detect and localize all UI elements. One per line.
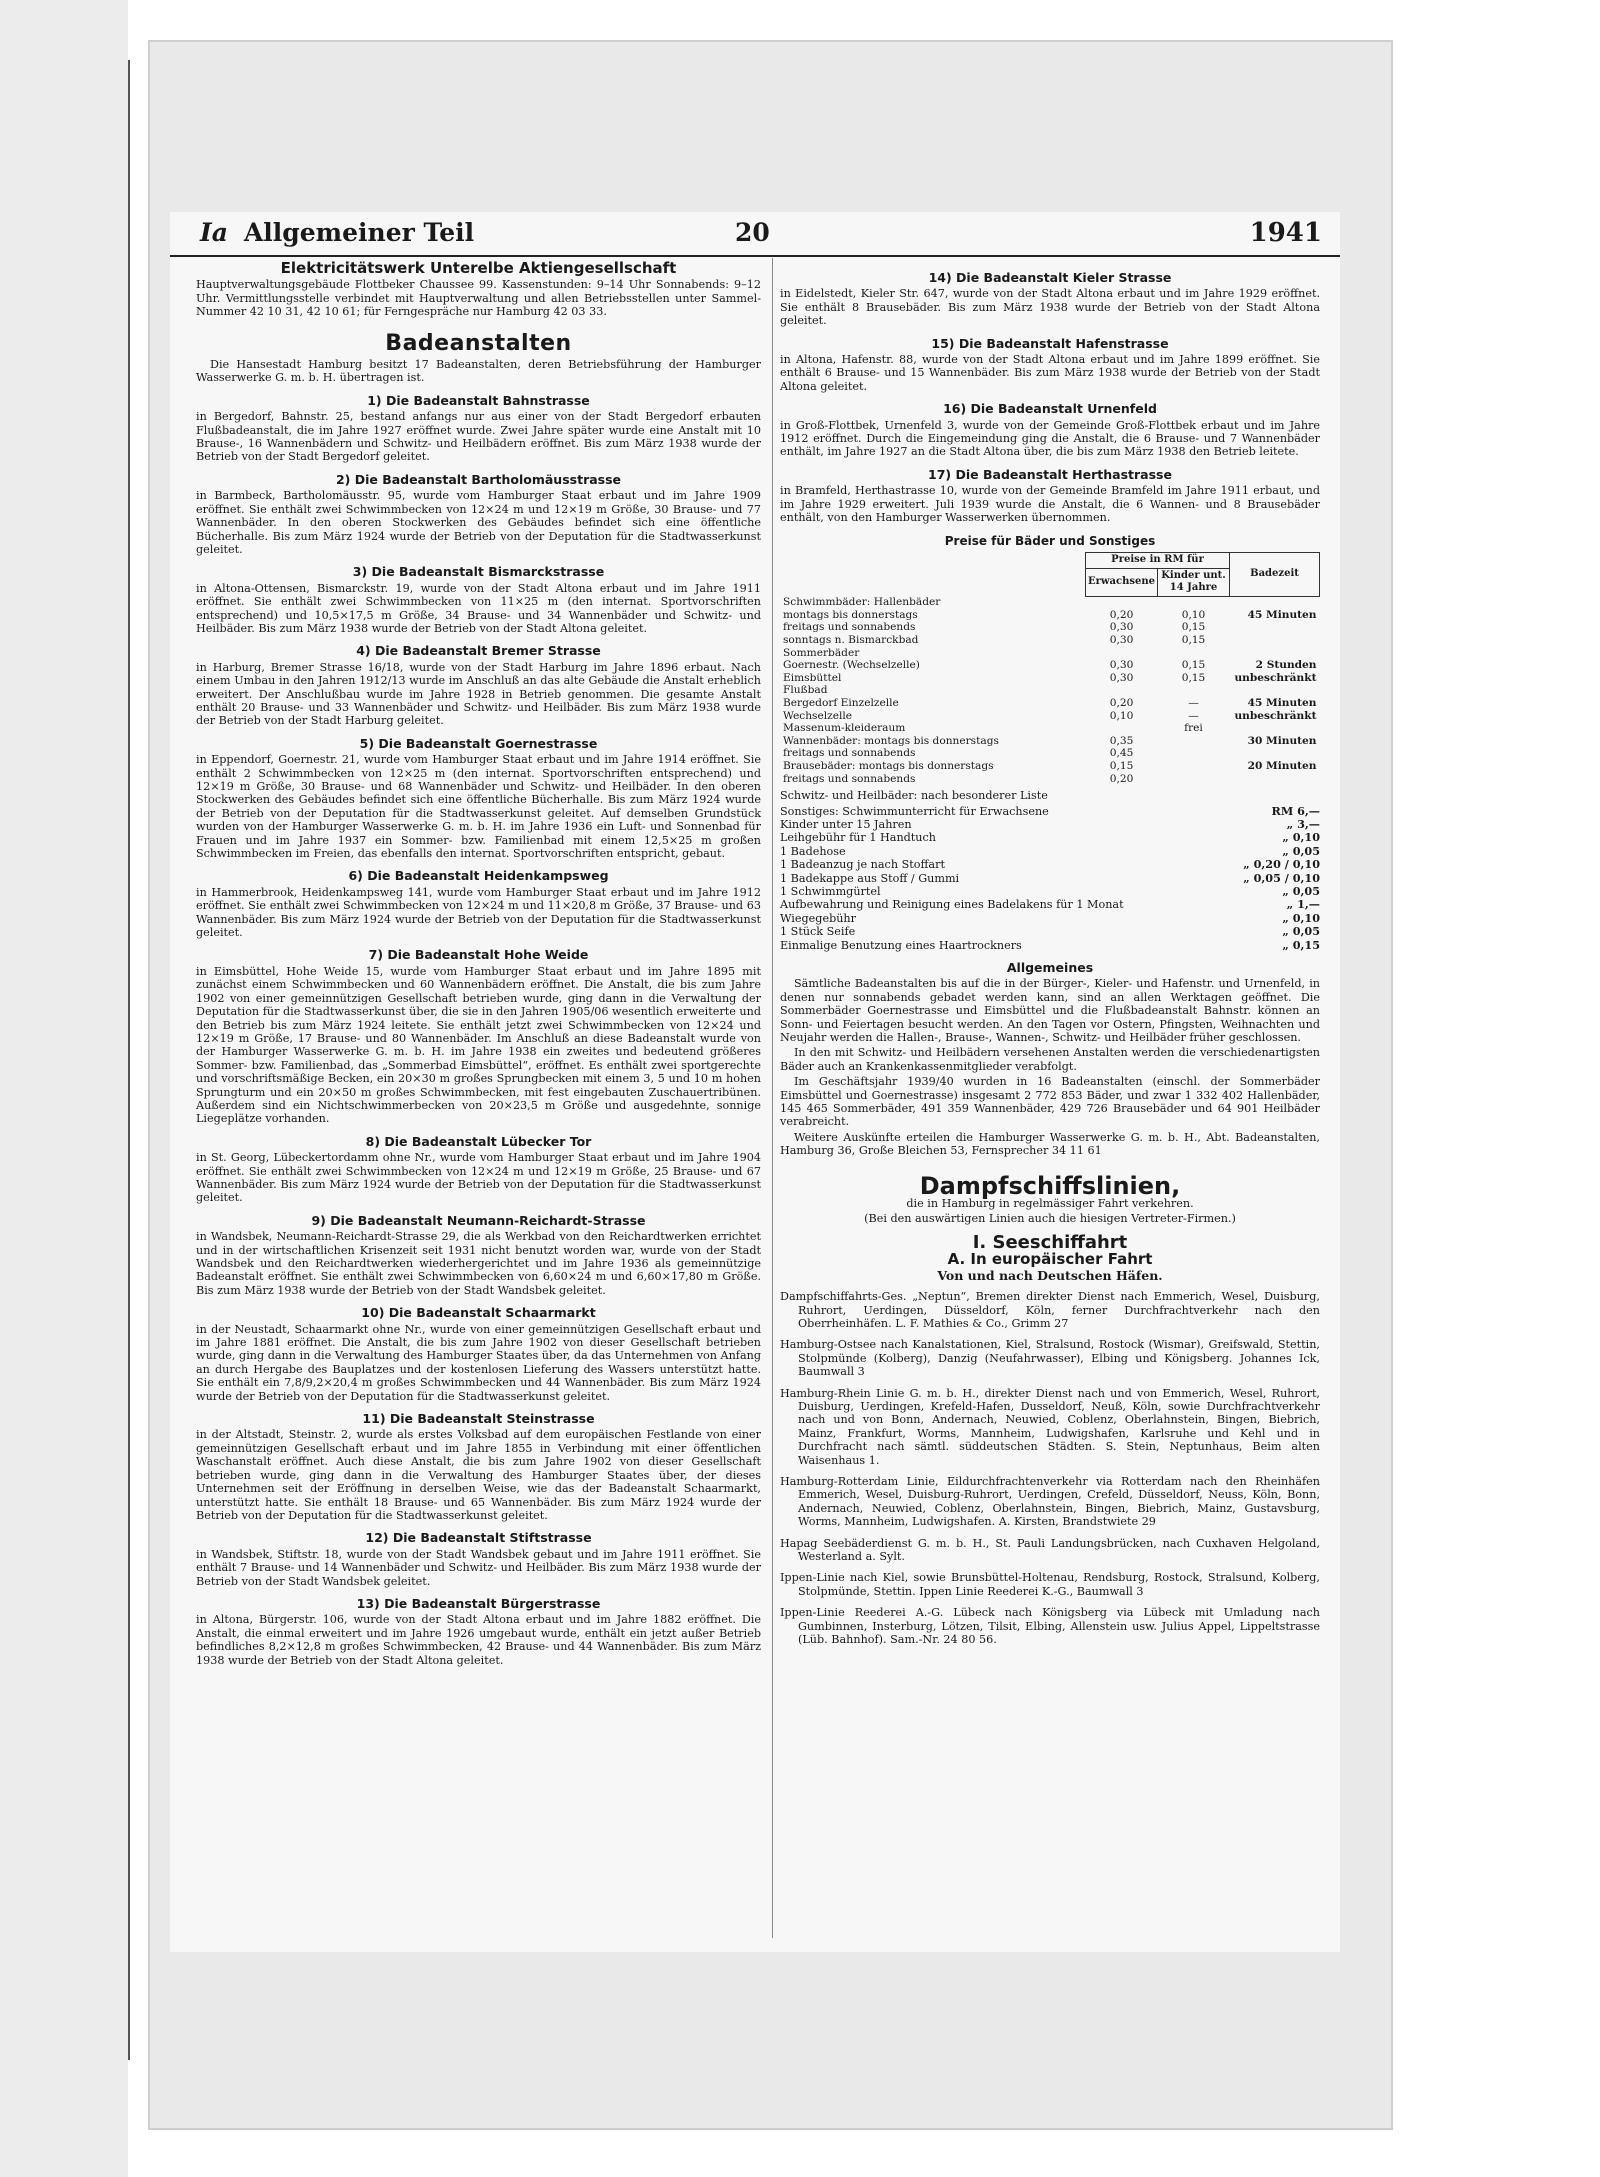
misc-row <box>780 845 1320 858</box>
bath-text: in Eidelstedt, Kieler Str. 647, wurde von der Stadt Altona erbaut und im Jahre 1929 eröffnet. Sie enthält 8 Brausebäder. Bis zum März 1938 wurde der Betrieb von der Stadt Altona geleitet. <box>780 287 1320 328</box>
bath-text: in der Neustadt, Schaarmarkt ohne Nr., wurde von einer gemeinnützigen Gesellschaft erbaut und im Jahre 1881 eröffnet. Die Anstalt, die bis zum Jahre 1902 von dieser Gesellschaft betrieben wurde, ging dann in die Verwaltung des Hamburger Staates über, da das Unternehmen von Anfang an durch Hergabe des Bauplatzes und der kostenlosen Lieferung des Wassers unterstützt hatte. Sie enthält ein 7,8/9,2×20,4 m großes Schwimmbecken und 44 Wannenbäder. Bis zum März 1924 wurde der Betrieb von der Deputation für die Stadtwasserkunst geleitet. <box>196 1322 761 1403</box>
bath-heading: 1) Die Badeanstalt Bahnstrasse <box>367 392 590 408</box>
price-child <box>1158 773 1230 786</box>
price-child <box>1158 684 1230 697</box>
price-row <box>780 659 1320 672</box>
section-mark: Ia <box>200 218 228 247</box>
misc-label: 1 Schwimmgürtel <box>780 884 881 898</box>
misc-row <box>780 925 1320 938</box>
misc-row <box>780 831 1320 844</box>
elektricitaet-title: Elektricitätswerk Unterelbe Aktiengesellschaft <box>280 259 677 277</box>
bath-text: in Harburg, Bremer Strasse 16/18, wurde von der Stadt Harburg im Jahre 1896 erbaut. Nach einem Umbau in den Jahren 1912/13 wurde im Anschluß an das alte Gebäude die Anstalt erheblich erweitert. Der Anschlußbau wurde im Jahre 1928 in Betrieb genommen. Die gesamte Anstalt enthält 20 Brause- und 33 Wannenbäder und Schwitz- und Heilbäder. Bis zum März 1938 wurde der Betrieb von der Stadt Harburg geleitet. <box>196 660 761 728</box>
misc-label: Leihgebühr für 1 Handtuch <box>780 831 936 845</box>
page-number: 20 <box>735 218 770 247</box>
bath-heading: 9) Die Badeanstalt Neumann-Reichardt-Strasse <box>311 1212 646 1228</box>
shipping-line-entry: Ippen-Linie nach Kiel, sowie Brunsbüttel-Holtenau, Rendsburg, Rostock, Stralsund, Kolberg, Stolpmünde, Stettin. Ippen Linie Reederei K.-G., Baumwall 3 <box>780 1571 1320 1598</box>
price-time: 2 Stunden <box>1255 659 1317 672</box>
price-row <box>780 609 1320 622</box>
price-child <box>1158 760 1230 773</box>
price-time <box>1230 621 1320 634</box>
misc-row <box>780 885 1320 898</box>
prices-misc-intro: Schwitz- und Heilbäder: nach besonderer Liste <box>780 789 1048 803</box>
price-row <box>780 747 1320 760</box>
right-column <box>780 262 1320 1654</box>
dampf-sub1: die in Hamburg in regelmässiger Fahrt verkehren. <box>906 1197 1194 1211</box>
misc-value: „ 0,05 <box>1282 924 1320 939</box>
prices-title: Preise für Bäder und Sonstiges <box>944 533 1156 548</box>
price-adult: 0,20 <box>1109 608 1134 621</box>
running-head <box>170 214 1340 248</box>
prices-col-children: Kinder unt. 14 Jahre <box>1158 568 1230 596</box>
bath-heading: 7) Die Badeanstalt Hohe Weide <box>368 947 589 963</box>
binder-background <box>0 0 128 2177</box>
shipping-line-entry: Ippen-Linie Reederei A.-G. Lübeck nach Königsberg via Lübeck mit Umladung nach Gumbinnen, Insterburg, Lötzen, Tilsit, Elbing, Allenstein usw. Julius Appel, Lippeltstrasse (Lüb. Bahnhof). Sam.-Nr. 24 80 56. <box>780 1606 1320 1647</box>
misc-value: „ 1,— <box>1286 897 1320 912</box>
price-row <box>780 697 1320 710</box>
price-label: Goernestr. (Wechselzelle) <box>783 659 920 672</box>
price-label: Bergedorf Einzelzelle <box>783 696 899 709</box>
misc-value: „ 0,05 <box>1282 843 1320 858</box>
price-time <box>1230 596 1320 609</box>
bath-heading: 14) Die Badeanstalt Kieler Strasse <box>928 270 1172 285</box>
misc-row <box>780 939 1320 952</box>
price-adult: 0,30 <box>1109 633 1134 646</box>
bath-heading: 2) Die Badeanstalt Bartholomäusstrasse <box>335 471 622 487</box>
bath-text: in Altona, Bürgerstr. 106, wurde von der Stadt Altona erbaut und im Jahre 1882 eröffnet. Die Anstalt, die einmal erweitert und im Jahre 1926 umgebaut wurde, enthält ein jetzt außer Betrieb befindliches 8,2×12,8 m großes Schwimmbecken, 42 Brause- und 44 Wannenbäder. Bis zum März 1938 wurde der Betrieb von der Stadt Altona geleitet. <box>196 1613 761 1667</box>
misc-row <box>780 898 1320 911</box>
misc-value: „ 3,— <box>1286 816 1320 831</box>
bath-heading: 16) Die Badeanstalt Urnenfeld <box>943 401 1157 417</box>
price-time <box>1230 684 1320 697</box>
price-adult: 0,20 <box>1109 772 1134 785</box>
bath-heading: 3) Die Badeanstalt Bismarckstrasse <box>352 564 605 580</box>
badeanstalten-list-continued <box>780 271 1320 525</box>
bath-heading: 11) Die Badeanstalt Steinstrasse <box>362 1411 595 1427</box>
price-row <box>780 710 1320 723</box>
misc-label: 1 Badeanzug je nach Stoffart <box>780 858 945 872</box>
allgemeines-text <box>780 977 1320 1157</box>
price-adult: 0,30 <box>1109 671 1134 684</box>
elektricitaet-text: Hauptverwaltungsgebäude Flottbeker Chaussee 99. Kassenstunden: 9–14 Uhr Sonnabends: 9–12 Uhr. Vermittlungsstelle verbindet mit Hauptverwaltung und allen Betriebsstellen unter Sammel-Nummer 42 10 31, 42 10 61; für Ferngespräche nur Hamburg 42 03 33. <box>196 278 761 319</box>
badeanstalten-intro: Die Hansestadt Hamburg besitzt 17 Badeanstalten, deren Betriebsführung der Hamburger Wasserwerke G. m. b. H. übertragen ist. <box>196 358 761 385</box>
bath-text: in der Altstadt, Steinstr. 2, wurde als erstes Volksbad auf dem europäischen Festlande von einer gemeinnützigen Gesellschaft erbaut und im Jahre 1855 in Verbindung mit einer öffentlichen Waschanstalt eröffnet. Auch diese Anstalt, die bis zum Jahre 1902 von dieser Gesellschaft betrieben wurde, ging dann in die Verwaltung des Hamburger Staates über, der dieses Unternehmen seit der Eröffnung in derselben Weise, wie das der Badeanstalt Schaarmarkt, unterstützt hatte. Sie enthält 18 Brause- und 65 Wannenbäder. Bis zum März 1924 wurde der Betrieb von der Deputation für die Stadtwasserkunst geleitet. <box>196 1428 761 1522</box>
price-time <box>1230 647 1320 660</box>
price-row <box>780 684 1320 697</box>
misc-label: 1 Badekappe aus Stoff / Gummi <box>780 871 960 885</box>
price-adult: 0,35 <box>1109 734 1134 747</box>
price-time <box>1230 634 1320 647</box>
price-label: montags bis donnerstags <box>783 608 918 621</box>
misc-row <box>780 805 1320 818</box>
misc-value: „ 0,15 <box>1282 937 1320 952</box>
dampf-subsub: Von und nach Deutschen Häfen. <box>937 1267 1163 1283</box>
bath-text: in Wandsbek, Neumann-Reichardt-Strasse 29, die als Werkbad von den Reichardtwerken errichtet und in der wirtschaftlichen Krisenzeit seit 1931 nicht benutzt worden war, wurde von der Stadt Wandsbek und den Reichardtwerken wiederhergerichtet und im Jahre 1936 als gemeinnützige Badeanstalt eröffnet. Sie enthält zwei Schwimmbecken von 6,60×24 m und 6,60×17,80 m Größe. Bis zum März 1938 wurde der Betrieb von der Stadt Wandsbek geleitet. <box>196 1230 761 1297</box>
price-row <box>780 735 1320 748</box>
bath-heading: 15) Die Badeanstalt Hafenstrasse <box>931 335 1169 351</box>
price-child: 0,15 <box>1181 659 1206 672</box>
misc-row <box>780 912 1320 925</box>
price-child: — <box>1188 709 1199 722</box>
allgemeines-paragraph: Im Geschäftsjahr 1939/40 wurden in 16 Badeanstalten (einschl. der Sommerbäder Eimsbüttel und Goernestrasse) insgesamt 2 772 853 Bäder, und zwar 1 332 402 Hallenbäder, 145 465 Sommerbäder, 491 359 Wannenbäder, 429 726 Brausebäder und 64 901 Heilbäder verabreicht. <box>780 1075 1320 1129</box>
dampf-subsection: A. In europäischer Fahrt <box>947 1250 1153 1269</box>
misc-value: „ 0,05 / 0,10 <box>1243 870 1320 885</box>
price-row <box>780 672 1320 685</box>
shipping-line-entry: Hapag Seebäderdienst G. m. b. H., St. Pauli Landungsbrücken, nach Cuxhaven Helgoland, Westerland a. Sylt. <box>780 1536 1320 1563</box>
year: 1941 <box>1249 218 1322 248</box>
price-row <box>780 647 1320 660</box>
misc-label: Einmalige Benutzung eines Haartrockners <box>780 938 1022 952</box>
prices-col-group: Preise in RM für <box>1086 552 1230 568</box>
misc-row <box>780 858 1320 871</box>
price-row <box>780 760 1320 773</box>
bath-heading: 5) Die Badeanstalt Goernestrasse <box>359 735 598 751</box>
price-time: 30 Minuten <box>1247 734 1317 747</box>
price-adult <box>1086 684 1158 697</box>
bath-text: in Barmbeck, Bartholomäusstr. 95, wurde vom Hamburger Staat erbaut und im Jahre 1909 eröffnet. Sie enthält zwei Schwimmbecken von 12×24 m und 12×19 m Größe, 30 Brause- und 77 Wannenbäder. In den oberen Stockwerken des Gebäudes befindet sich eine öffentliche Bücherhalle. Bis zum März 1924 wurde der Betrieb von der Deputation für die Stadtwasserkunst geleitet. <box>196 489 761 556</box>
misc-label: Sonstiges: Schwimmunterricht für Erwachsene <box>780 804 1049 818</box>
bath-heading: 13) Die Badeanstalt Bürgerstrasse <box>356 1595 601 1611</box>
bath-text: in Bergedorf, Bahnstr. 25, bestand anfangs nur aus einer von der Stadt Bergedorf erbauten Flußbadeanstalt, die im Jahre 1927 eröffnet wurde. Zwei Jahre später wurde eine Anstalt mit 10 Brause-, 16 Wannenbädern und Schwitz- und Heilbädern eröffnet. Bis zum März 1938 wurde der Betrieb von der Stadt Bergedorf geleitet. <box>196 410 761 464</box>
section-title: Allgemeiner Teil <box>243 218 475 247</box>
prices-misc <box>780 805 1320 952</box>
bath-text: in Bramfeld, Herthastrasse 10, wurde von der Gemeinde Bramfeld im Jahre 1911 erbaut, und im Jahre 1929 erweitert. Juli 1939 wurde die Anstalt, die 6 Wannen- und 8 Brausebäder enthält, von den Hamburger Wasserwerken übernommen. <box>780 484 1320 525</box>
misc-value: RM 6,— <box>1271 803 1320 818</box>
price-child <box>1158 735 1230 748</box>
bath-text: in Altona-Ottensen, Bismarckstr. 19, wurde von der Stadt Altona erbaut und im Jahre 1911 eröffnet. Sie enthält zwei Schwimmbecken von 11×25 m (den internat. Sportvorschriften entsprechend) und 10,5×17,5 m Größe, 34 Brause- und 34 Wannenbäder und Schwitz- und Heilbäder. Bis zum März 1938 wurde der Betrieb von der Stadt Altona geleitet. <box>196 581 761 635</box>
bath-text: in Altona, Hafenstr. 88, wurde von der Stadt Altona erbaut und im Jahre 1899 eröffnet. Sie enthält 6 Brause- und 15 Wannenbäder. Bis zum März 1938 wurde der Betrieb von der Stadt Altona geleitet. <box>780 353 1320 393</box>
price-child: 0,10 <box>1181 608 1206 621</box>
dampf-sub2: (Bei den auswärtigen Linien auch die hiesigen Vertreter-Firmen.) <box>864 1212 1236 1226</box>
allgemeines-title: Allgemeines <box>1006 959 1094 975</box>
bath-text: in Hammerbrook, Heidenkampsweg 141, wurde vom Hamburger Staat erbaut und im Jahre 1912 eröffnet. Sie enthält zwei Schwimmbecken von 12×24 m und 11×20,8 m Größe, 37 Brause- und 63 Wannenbäder. Bis zum März 1924 wurde der Betrieb von der Deputation für die Stadtwasserkunst geleitet. <box>196 885 761 940</box>
dampf-entries <box>780 1290 1320 1646</box>
bath-text: in Eppendorf, Goernestr. 21, wurde vom Hamburger Staat erbaut und im Jahre 1914 eröffnet. Sie enthält 2 Schwimmbecken von 12×25 m (den internat. Sportvorschriften entsprechend) und 12×19 m Größe, 30 Brause- und 68 Wannenbäder und Schwitz- und Heilbäder. In den oberen Stockwerken des Gebäudes befindet sich eine öffentliche Bücherhalle. Bis zum März 1924 wurde der Betrieb von der Deputation für die Stadtwasserkunst geleitet. Auf demselben Grundstück wurden von der Hamburger Wasserwerke G. m. b. H. im Jahre 1936 ein Luft- und Sonnenbad für Frauen und im Jahre 1937 ein Sommer- bzw. Familienbad mit einem 12,5×25 m großen Schwimmbecken im Freien, das ebenfalls den internat. Sportvorschriften entspricht, gebaut. <box>196 753 761 861</box>
misc-label: Kinder unter 15 Jahren <box>780 817 912 831</box>
price-time: 45 Minuten <box>1247 608 1317 621</box>
binder-edge <box>128 60 130 2060</box>
price-label: freitags und sonnabends <box>783 621 916 634</box>
price-time <box>1230 722 1320 735</box>
price-row <box>780 722 1320 735</box>
price-label: freitags und sonnabends <box>783 747 916 760</box>
bath-heading: 17) Die Badeanstalt Herthastrasse <box>928 466 1172 482</box>
shipping-line-entry: Dampfschiffahrts-Ges. „Neptun“, Bremen direkter Dienst nach Emmerich, Wesel, Duisburg, Ruhrort, Uerdingen, Düsseldorf, Köln, ferner Durchfrachtverkehr nach den Oberrheinhäfen. L. F. Mathies & Co., Grimm 27 <box>780 1290 1320 1330</box>
misc-value: „ 0,20 / 0,10 <box>1243 857 1320 872</box>
price-row <box>780 596 1320 609</box>
header-rule <box>170 255 1340 257</box>
price-label: Sommerbäder <box>783 646 860 659</box>
badeanstalten-list <box>196 394 761 1667</box>
left-column <box>196 259 761 1669</box>
misc-row <box>780 818 1320 831</box>
price-child: — <box>1188 696 1199 709</box>
price-label: Massenum-kleideraum <box>783 722 906 735</box>
dampf-title: Dampfschiffslinien, <box>919 1171 1181 1200</box>
price-adult: 0,15 <box>1109 759 1134 772</box>
price-child: 0,15 <box>1181 633 1206 646</box>
bath-heading: 4) Die Badeanstalt Bremer Strasse <box>356 643 601 659</box>
shipping-line-entry: Hamburg-Rhein Linie G. m. b. H., direkter Dienst nach und von Emmerich, Wesel, Ruhrort, Duisburg, Uerdingen, Krefeld-Hafen, Dusseldorf, Neuß, Köln, sowie Durchfrachtverkehr nach und von Bonn, Andernach, Neuwied, Coblenz, Oberlahnstein, Bingen, Biebrich, Mainz, Frankfurt, Worms, Mannheim, Ludwigshafen, Karlsruhe und Kehl und in Durchfracht nach sämtl. süddeutschen Städten. S. Stein, Neptunhaus, Beim alten Waisenhaus 1. <box>780 1386 1320 1467</box>
prices-col-time: Badezeit <box>1230 552 1320 596</box>
price-time: 45 Minuten <box>1247 696 1317 709</box>
shipping-line-entry: Hamburg-Rotterdam Linie, Eildurchfrachtenverkehr via Rotterdam nach den Rheinhäfen Emmerich, Wesel, Duisburg-Ruhrort, Uerdingen, Crefeld, Düsseldorf, Neuss, Köln, Bonn, Andernach, Neuwied, Coblenz, Oberlahnstein, Bingen, Biebrich, Mainz, Gustavsburg, Worms, Mannheim, Ludwigshafen. A. Kirsten, Brandstwiete 29 <box>780 1474 1320 1529</box>
price-adult: 0,20 <box>1109 696 1134 709</box>
bath-text: in Groß-Flottbek, Urnenfeld 3, wurde von der Gemeinde Groß-Flottbek erbaut und im Jahre 1912 eröffnet. Durch die Eingemeindung ging die Anstalt, die 6 Brause- und 7 Wannenbäder enthält, im Jahre 1927 an die Stadt Altona über, die bis zum März 1938 den Betrieb leitete. <box>780 418 1320 459</box>
price-adult <box>1086 647 1158 660</box>
column-rule <box>772 258 773 1938</box>
bath-text: in Eimsbüttel, Hohe Weide 15, wurde vom Hamburger Staat erbaut und im Jahre 1895 mit zunächst einem Schwimmbecken und 60 Wannenbädern eröffnet. Die Anstalt, die bis zum Jahre 1902 von einer gemeinnützigen Gesellschaft betrieben wurde, ging dann in die Verwaltung der Deputation für die Stadtwasserkunst über, die sie in den Jahren 1905/06 wesentlich erweiterte und den Betrieb bis zum März 1924 leitete. Sie enthält jetzt zwei Schwimmbecken von 12×24 und 12×19 m Größe, 17 Brause- und 80 Wannenbäder. Im Anschluß an diese Badeanstalt wurde von der Hamburger Wasserwerke G. m. b. H. im Jahre 1938 ein zweites und bedeutend größeres Sommer- bzw. Familienbad, das „Sommerbad Eimsbüttel“, eröffnet. Es enthält zwei sportgerechte und vorschriftsmäßige Becken, ein 20×30 m großes Sprungbecken mit einem 3, 5 und 10 m hohen Sprungturm und ein 20×50 m großes Schwimmbecken, mit fest eingebauten Zuschauertribünen. Außerdem sind ein Nichtschwimmerbecken von 20×23,5 m Größe und ausgedehnte, sonnige Liegeplätze vorhanden. <box>196 964 761 1126</box>
misc-row <box>780 872 1320 885</box>
price-child: frei <box>1184 722 1203 735</box>
price-row <box>780 773 1320 786</box>
price-time: unbeschränkt <box>1234 709 1317 722</box>
allgemeines-paragraph: Sämtliche Badeanstalten bis auf die in der Bürger-, Kieler- und Hafenstr. und Urnenfeld, in denen nur sonnabends gebadet werden kann, sind an allen Werktagen geöffnet. Die Sommerbäder Goernestrasse und Eimsbüttel und die Flußbadeanstalt Bahnstr. können an Sonn- und Feiertagen besucht werden. An den Tagen vor Ostern, Pfingsten, Weihnachten und Neujahr werden die Hallen-, Brause-, Wannen-, Schwitz- und Heilbäder früher geschlossen. <box>780 977 1320 1044</box>
prices-rows <box>780 596 1320 785</box>
price-label: Eimsbüttel <box>783 671 842 684</box>
price-child <box>1158 596 1230 609</box>
bath-heading: 8) Die Badeanstalt Lübecker Tor <box>365 1133 592 1149</box>
price-time: unbeschränkt <box>1234 671 1317 684</box>
bath-heading: 6) Die Badeanstalt Heidenkampsweg <box>348 868 609 884</box>
price-adult: 0,30 <box>1109 621 1134 634</box>
price-label: Wannenbäder: montags bis donnerstags <box>783 734 999 747</box>
shipping-line-entry: Hamburg-Ostsee nach Kanalstationen, Kiel, Stralsund, Rostock (Wismar), Greifswald, Stettin, Stolpmünde (Kolberg), Danzig (Neufahrwasser), Elbing und Königsberg. Johannes Ick, Baumwall 3 <box>780 1338 1320 1379</box>
price-row <box>780 621 1320 634</box>
prices-col-adults: Erwachsene <box>1086 568 1158 596</box>
dampf-section: I. Seeschiffahrt <box>972 1231 1128 1253</box>
price-label: Schwimmbäder: Hallenbäder <box>783 596 941 609</box>
misc-value: „ 0,10 <box>1282 910 1320 925</box>
bath-heading: 12) Die Badeanstalt Stiftstrasse <box>365 1530 592 1546</box>
bath-text: in St. Georg, Lübeckertordamm ohne Nr., wurde vom Hamburger Staat erbaut und im Jahre 1904 eröffnet. Sie enthält zwei Schwimmbecken von 12×24 m und 12×19 m Größe, 25 Brause- und 67 Wannenbäder. Bis zum März 1924 wurde der Betrieb von der Deputation für die Stadtwasserkunst geleitet. <box>196 1151 761 1205</box>
misc-value: „ 0,05 <box>1282 883 1320 898</box>
price-label: Wechselzelle <box>783 709 853 722</box>
prices-table <box>780 552 1320 785</box>
price-child <box>1158 747 1230 760</box>
badeanstalten-title: Badeanstalten <box>385 330 572 356</box>
price-time: 20 Minuten <box>1247 759 1317 772</box>
price-adult: 0,45 <box>1109 747 1134 760</box>
price-adult: 0,10 <box>1109 709 1134 722</box>
misc-label: Wiegegebühr <box>780 911 856 925</box>
bath-text: in Wandsbek, Stiftstr. 18, wurde von der Stadt Wandsbek gebaut und im Jahre 1911 eröffnet. Sie enthält 7 Brause- und 14 Wannenbäder und Schwitz- und Heilbäder. Bis zum März 1938 wurde der Betrieb von der Stadt Wandsbek geleitet. <box>196 1547 761 1588</box>
price-adult <box>1086 722 1158 735</box>
misc-label: Aufbewahrung und Reinigung eines Badelakens für 1 Monat <box>780 898 1124 912</box>
allgemeines-paragraph: Weitere Auskünfte erteilen die Hamburger Wasserwerke G. m. b. H., Abt. Badeanstalten, Hamburg 36, Große Bleichen 53, Fernsprecher 34 11 61 <box>780 1130 1320 1158</box>
price-adult <box>1086 596 1158 609</box>
misc-label: 1 Badehose <box>780 844 846 858</box>
price-time <box>1230 747 1320 760</box>
price-label: freitags und sonnabends <box>783 772 916 785</box>
price-label: sonntags n. Bismarckbad <box>783 633 919 646</box>
misc-value: „ 0,10 <box>1282 830 1320 845</box>
price-time <box>1230 773 1320 786</box>
price-label: Brausebäder: montags bis donnerstags <box>783 759 994 772</box>
price-label: Flußbad <box>783 684 828 697</box>
allgemeines-paragraph: In den mit Schwitz- und Heilbädern versehenen Anstalten werden die verschiedenartigsten Bäder auch an Krankenkassenmitglieder verabfolgt. <box>780 1046 1320 1073</box>
price-child: 0,15 <box>1181 621 1206 634</box>
misc-label: 1 Stück Seife <box>780 925 856 939</box>
price-child <box>1158 647 1230 660</box>
price-adult: 0,30 <box>1109 659 1134 672</box>
bath-heading: 10) Die Badeanstalt Schaarmarkt <box>361 1305 596 1321</box>
price-row <box>780 634 1320 647</box>
running-head-left <box>200 218 474 247</box>
price-child: 0,15 <box>1181 671 1206 684</box>
